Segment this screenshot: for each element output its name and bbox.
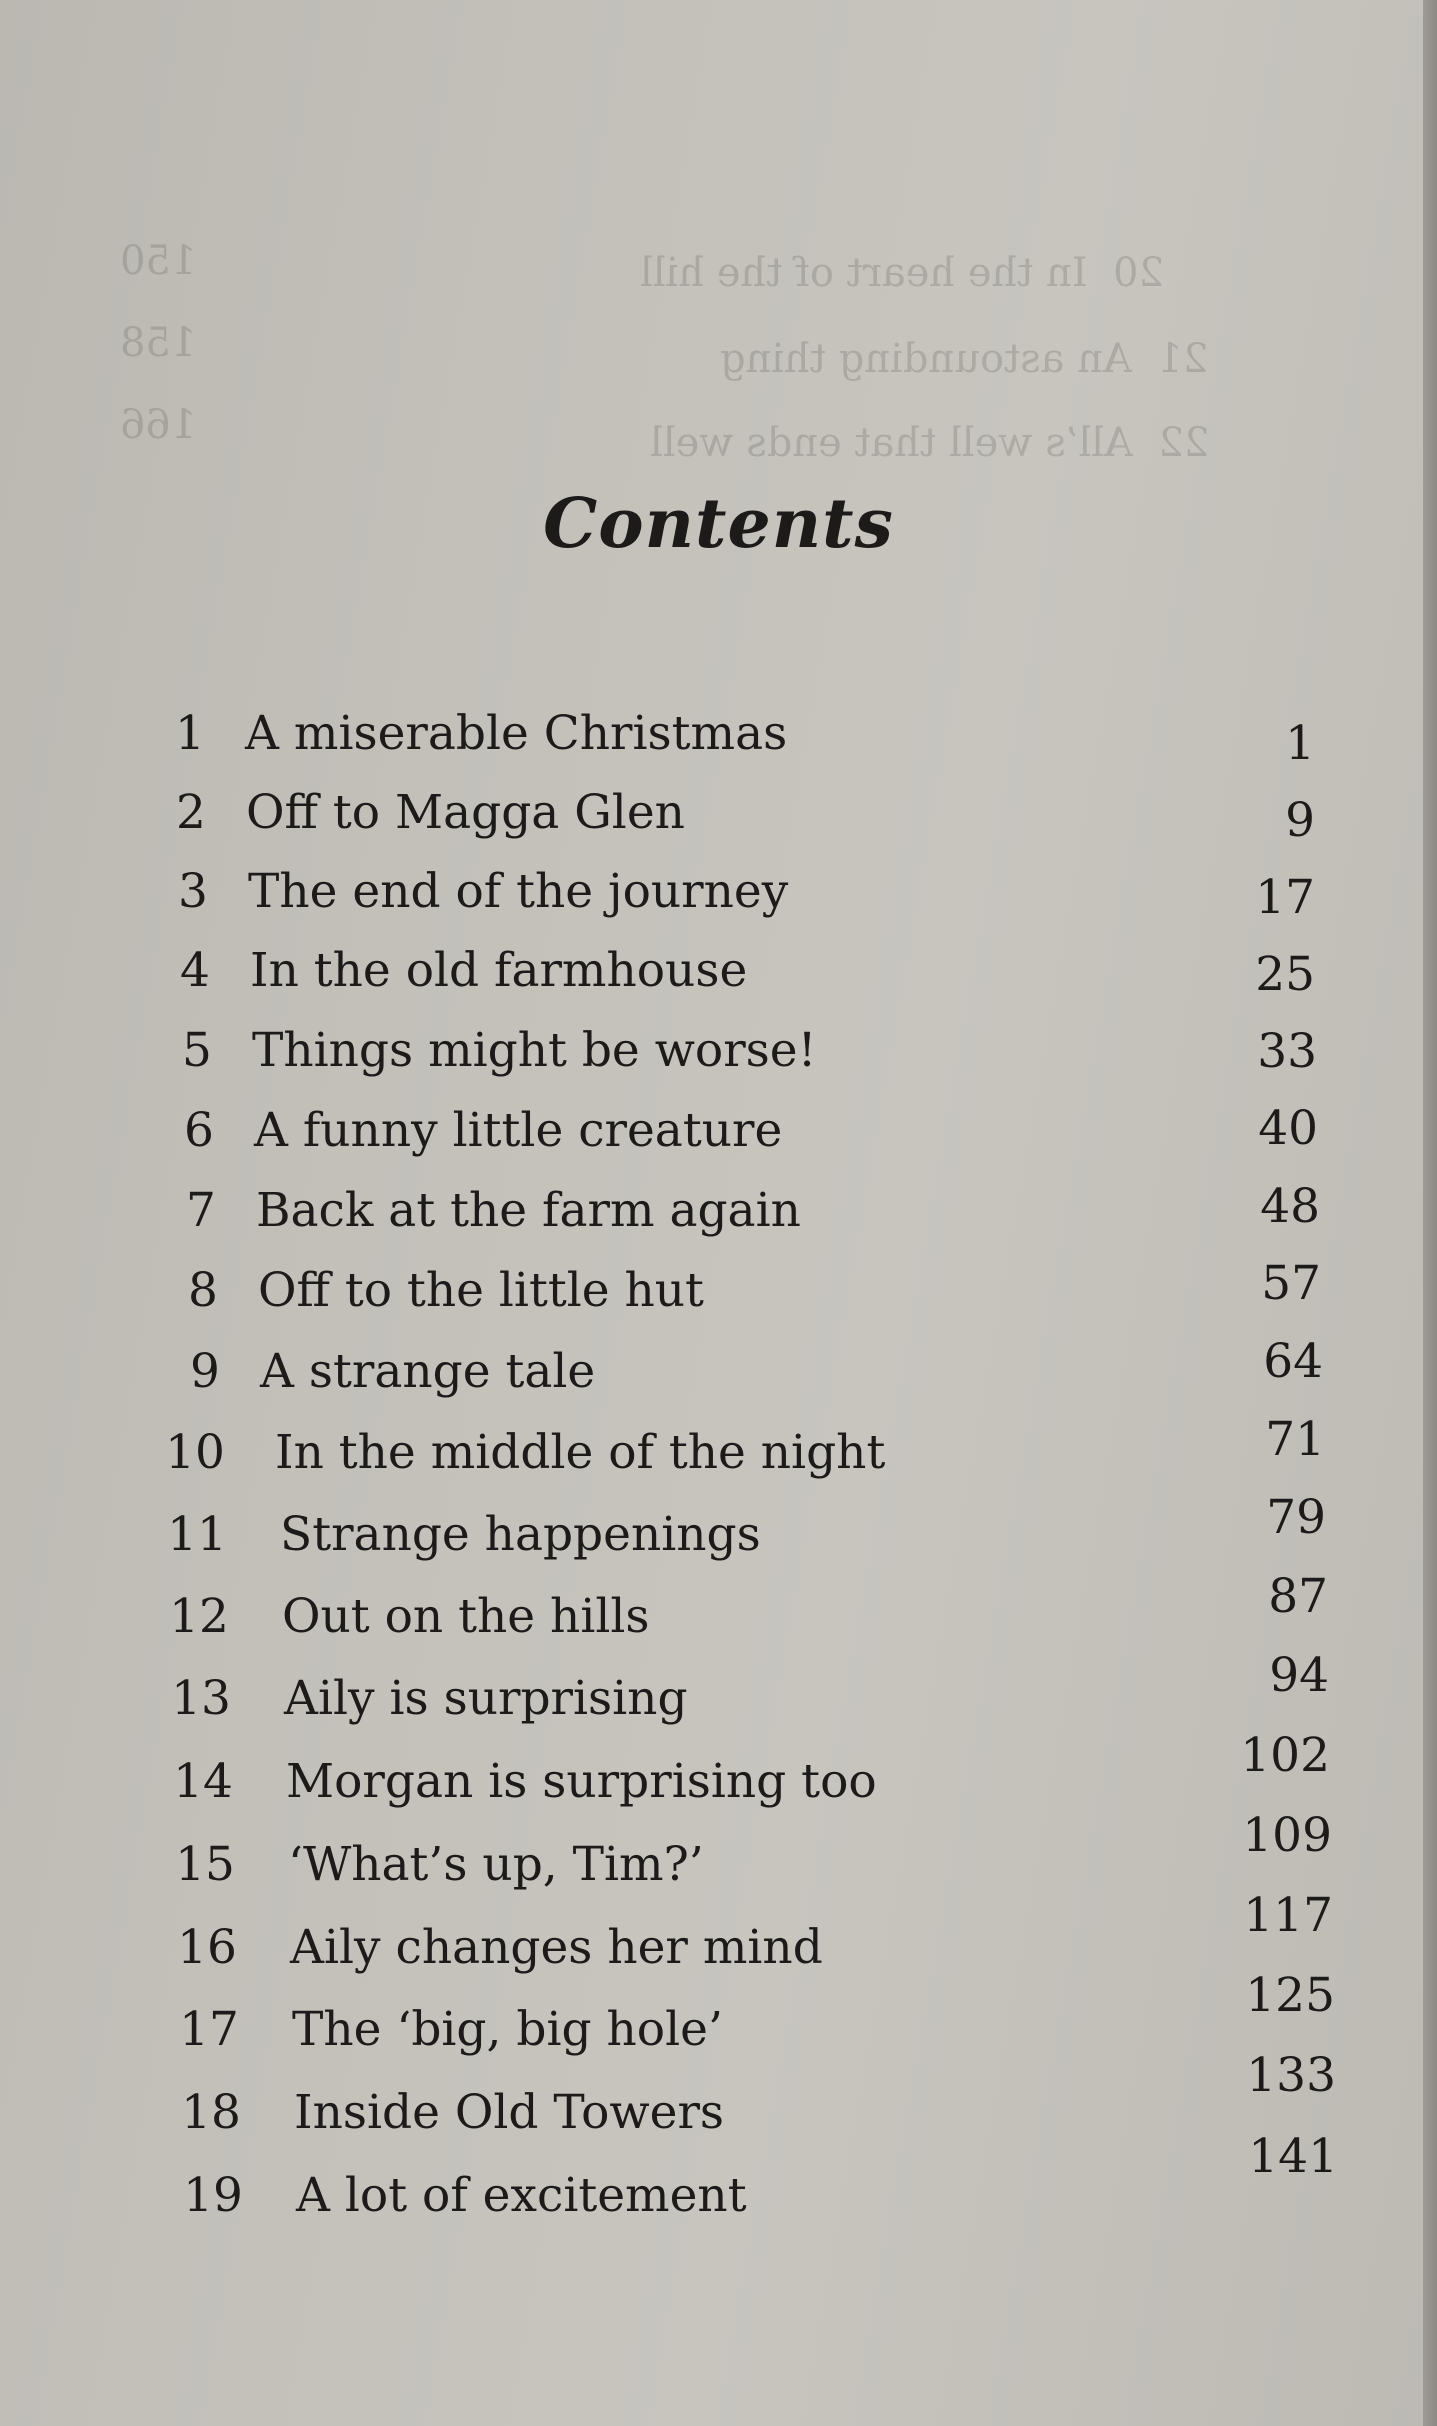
- chapter-number: 3: [178, 864, 208, 919]
- chapter-page: 133: [1246, 2048, 1336, 2103]
- chapter-title: A miserable Christmas: [245, 706, 788, 761]
- chapter-number: 18: [181, 2085, 241, 2140]
- chapter-number: 7: [186, 1183, 216, 1238]
- chapter-page: 125: [1245, 1968, 1335, 2023]
- chapter-title: A lot of excitement: [296, 2168, 747, 2223]
- show-through-page: 166: [120, 402, 197, 448]
- chapter-number: 8: [188, 1263, 218, 1318]
- show-through-page: 150: [120, 238, 197, 284]
- chapter-page: 48: [1260, 1179, 1320, 1234]
- chapter-number: 17: [179, 2002, 239, 2057]
- chapter-number: 2: [176, 785, 206, 840]
- chapter-page: 17: [1255, 870, 1315, 925]
- chapter-number: 16: [177, 1920, 237, 1975]
- chapter-page: 79: [1266, 1490, 1326, 1545]
- chapter-page: 9: [1285, 793, 1315, 848]
- chapter-number: 4: [180, 943, 210, 998]
- chapter-page: 40: [1258, 1101, 1318, 1156]
- chapter-number: 5: [182, 1023, 212, 1078]
- chapter-number: 11: [167, 1507, 227, 1562]
- chapter-number: 6: [184, 1103, 214, 1158]
- chapter-title: ‘What’s up, Tim?’: [288, 1837, 704, 1892]
- chapter-title: In the old farmhouse: [250, 943, 748, 998]
- chapter-page: 33: [1257, 1024, 1317, 1079]
- chapter-title: Things might be worse!: [252, 1023, 817, 1078]
- chapter-title: Off to Magga Glen: [246, 785, 685, 840]
- chapter-page: 109: [1242, 1808, 1332, 1863]
- chapter-number: 9: [190, 1344, 220, 1399]
- chapter-title: The ‘big, big hole’: [292, 2002, 723, 2057]
- chapter-number: 15: [175, 1837, 235, 1892]
- chapter-page: 64: [1263, 1334, 1323, 1389]
- chapter-page: 71: [1265, 1412, 1325, 1467]
- page-title: Contents: [543, 484, 894, 564]
- chapter-title: The end of the journey: [248, 864, 789, 919]
- chapter-title: Back at the farm again: [256, 1183, 801, 1238]
- chapter-page: 141: [1248, 2129, 1338, 2184]
- chapter-page: 87: [1268, 1569, 1328, 1624]
- show-through-entry: 20 In the heart of the hill: [640, 250, 1164, 296]
- show-through-page: 158: [120, 320, 197, 366]
- show-through-entry: 21 An astounding thing: [720, 336, 1209, 382]
- chapter-title: Off to the little hut: [258, 1263, 704, 1318]
- chapter-title: Inside Old Towers: [294, 2085, 725, 2140]
- chapter-title: Out on the hills: [282, 1589, 650, 1644]
- chapter-number: 1: [175, 706, 205, 761]
- chapter-number: 12: [169, 1589, 229, 1644]
- chapter-title: In the middle of the night: [275, 1425, 886, 1480]
- chapter-number: 10: [165, 1425, 225, 1480]
- show-through-entry: 22 All’s well that ends well: [650, 420, 1210, 466]
- chapter-page: 1: [1285, 716, 1315, 771]
- chapter-number: 14: [173, 1754, 233, 1809]
- chapter-title: A strange tale: [260, 1344, 596, 1399]
- chapter-page: 57: [1261, 1256, 1321, 1311]
- chapter-page: 94: [1269, 1648, 1329, 1703]
- chapter-page: 25: [1255, 947, 1315, 1002]
- chapter-number: 13: [171, 1671, 231, 1726]
- chapter-title: A funny little creature: [254, 1103, 783, 1158]
- chapter-title: Aily is surprising: [284, 1671, 688, 1726]
- chapter-title: Strange happenings: [280, 1507, 761, 1562]
- chapter-page: 102: [1240, 1728, 1330, 1783]
- chapter-number: 19: [183, 2168, 243, 2223]
- chapter-title: Aily changes her mind: [290, 1920, 823, 1975]
- chapter-title: Morgan is surprising too: [286, 1754, 877, 1809]
- chapter-page: 117: [1243, 1888, 1333, 1943]
